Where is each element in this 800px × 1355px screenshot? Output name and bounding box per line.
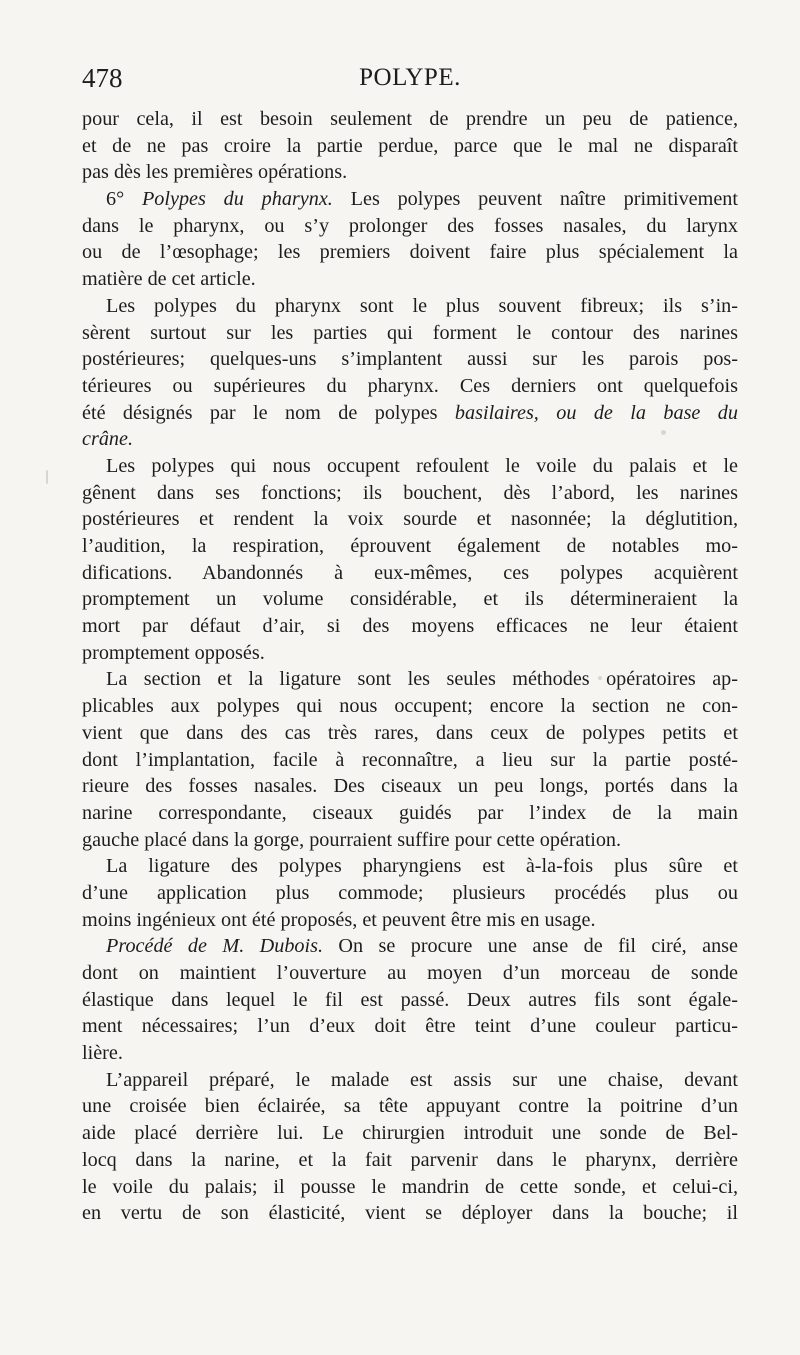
text-line (82, 1120, 738, 1147)
text-run: postérieures; quelques-uns s’implantent aussi sur les parois pos- (82, 348, 738, 371)
text-run: rieure des fosses nasales. Des ciseaux un peu longs, portés dans la (82, 775, 738, 798)
text-line (82, 133, 738, 160)
text-run: Les polypes peuvent naître primitivement (332, 188, 738, 211)
text-line (82, 1200, 738, 1227)
text-run: ment nécessaires; l’un d’eux doit être teint d’une couleur particu- (82, 1015, 738, 1038)
paper-spot (46, 470, 48, 484)
text-run: élastique dans lequel le fil est passé. Deux autres fils sont égale- (82, 988, 738, 1011)
text-run: matière de cet article. (82, 268, 256, 291)
text-run: d’une application plus commode; plusieurs procédés plus ou (82, 881, 738, 904)
text-line (82, 506, 738, 533)
text-line (82, 480, 738, 507)
text-line (82, 106, 738, 133)
text-line (82, 159, 738, 186)
text-line (82, 400, 738, 427)
text-line (82, 186, 738, 213)
text-run: Les polypes du pharynx sont le plus souvent fibreux; ils s’in- (106, 294, 738, 317)
text-line (82, 827, 738, 854)
text-line (82, 693, 738, 720)
text-run: promptement un volume considérable, et ils détermineraient la (82, 588, 738, 611)
text-run: locq dans la narine, et la fait parvenir dans le pharynx, derrière (82, 1148, 738, 1171)
text-run: L’appareil préparé, le malade est assis sur une chaise, devant (106, 1068, 738, 1091)
text-line (82, 586, 738, 613)
text-run: térieures ou supérieures du pharynx. Ces derniers ont quelquefois (82, 374, 738, 397)
text-line (82, 293, 738, 320)
italic-text: Polypes du pharynx. (141, 188, 333, 211)
text-run: le voile du palais; il pousse le mandrin de cette sonde, et celui-ci, (82, 1175, 738, 1198)
text-run: dans le pharynx, ou s’y prolonger des fosses nasales, du larynx (82, 214, 738, 237)
text-line (82, 320, 738, 347)
text-run: mort par défaut d’air, si des moyens efficaces ne leur étaient (82, 615, 738, 638)
text-run: La section et la ligature sont les seules méthodes opératoires ap- (106, 668, 738, 691)
italic-text: basilaires, ou de la base du (454, 401, 738, 424)
text-line (82, 933, 738, 960)
text-run: narine correspondante, ciseaux guidés par l’index de la main (82, 801, 738, 824)
text-run: été désignés par le nom de polypes (82, 401, 455, 424)
text-run: difications. Abandonnés à eux-mêmes, ces polypes acquièrent (82, 561, 738, 584)
text-run: postérieures et rendent la voix sourde et nasonnée; la déglutition, (82, 508, 738, 531)
text-line (82, 426, 738, 453)
text-line (82, 613, 738, 640)
text-run: promptement opposés. (82, 641, 265, 664)
text-line (82, 987, 738, 1014)
text-line (82, 720, 738, 747)
text-run: vient que dans des cas très rares, dans ceux de polypes petits et (82, 721, 738, 744)
text-line (82, 560, 738, 587)
text-run: gauche placé dans la gorge, pourraient suffire pour cette opération. (82, 828, 622, 851)
text-run: On se procure une anse de fil ciré, anse (323, 935, 738, 958)
text-run: et de ne pas croire la partie perdue, parce que le mal ne disparaît (82, 134, 738, 157)
text-line (82, 239, 738, 266)
text-run: moins ingénieux ont été proposés, et peuvent être mis en usage. (82, 908, 596, 931)
text-run: une croisée bien éclairée, sa tête appuyant contre la poitrine d’un (82, 1095, 738, 1118)
text-line (82, 373, 738, 400)
text-line (82, 1013, 738, 1040)
text-line (82, 266, 738, 293)
text-line (82, 346, 738, 373)
text-run: aide placé derrière lui. Le chirurgien introduit une sonde de Bel- (82, 1122, 738, 1145)
text-line (82, 907, 738, 934)
text-run: Les polypes qui nous occupent refoulent le voile du palais et le (106, 454, 738, 477)
text-line (82, 773, 738, 800)
text-run: pas dès les premières opérations. (82, 161, 348, 184)
italic-text: crâne. (82, 428, 134, 451)
italic-text: Procédé de M. Dubois. (106, 935, 324, 958)
text-run: ou de l’œsophage; les premiers doivent faire plus spécialement la (82, 241, 738, 264)
text-run: 6° (106, 188, 142, 211)
page-header (82, 62, 738, 94)
text-run: dont l’implantation, facile à reconnaître, a lieu sur la partie posté- (82, 748, 738, 771)
text-line (82, 533, 738, 560)
text-line (82, 853, 738, 880)
text-line (82, 747, 738, 774)
text-line (82, 1174, 738, 1201)
text-run: La ligature des polypes pharyngiens est à-la-fois plus sûre et (106, 855, 738, 878)
text-line (82, 453, 738, 480)
text-line (82, 1093, 738, 1120)
page-number: 478 (82, 63, 123, 93)
text-line (82, 640, 738, 667)
text-line (82, 800, 738, 827)
text-line (82, 666, 738, 693)
text-line (82, 960, 738, 987)
text-run: pour cela, il est besoin seulement de prendre un peu de patience, (82, 108, 738, 130)
text-line (82, 1040, 738, 1067)
text-line (82, 1147, 738, 1174)
text-line (82, 880, 738, 907)
text-run: dont on maintient l’ouverture au moyen d’un morceau de sonde (82, 962, 738, 984)
text-run: lière. (82, 1042, 123, 1065)
text-run: sèrent surtout sur les parties qui forment le contour des narines (82, 321, 738, 344)
body-text (82, 106, 738, 1227)
text-run: l’audition, la respiration, éprouvent également de notables mo- (82, 535, 738, 557)
text-run: gênent dans ses fonctions; ils bouchent, dès l’abord, les narines (82, 481, 738, 504)
running-title: POLYPE. (359, 64, 461, 91)
text-line (82, 1067, 738, 1094)
text-run: plicables aux polypes qui nous occupent; encore la section ne con- (82, 695, 738, 718)
text-run: en vertu de son élasticité, vient se déployer dans la bouche; il (82, 1202, 738, 1225)
text-line (82, 213, 738, 240)
